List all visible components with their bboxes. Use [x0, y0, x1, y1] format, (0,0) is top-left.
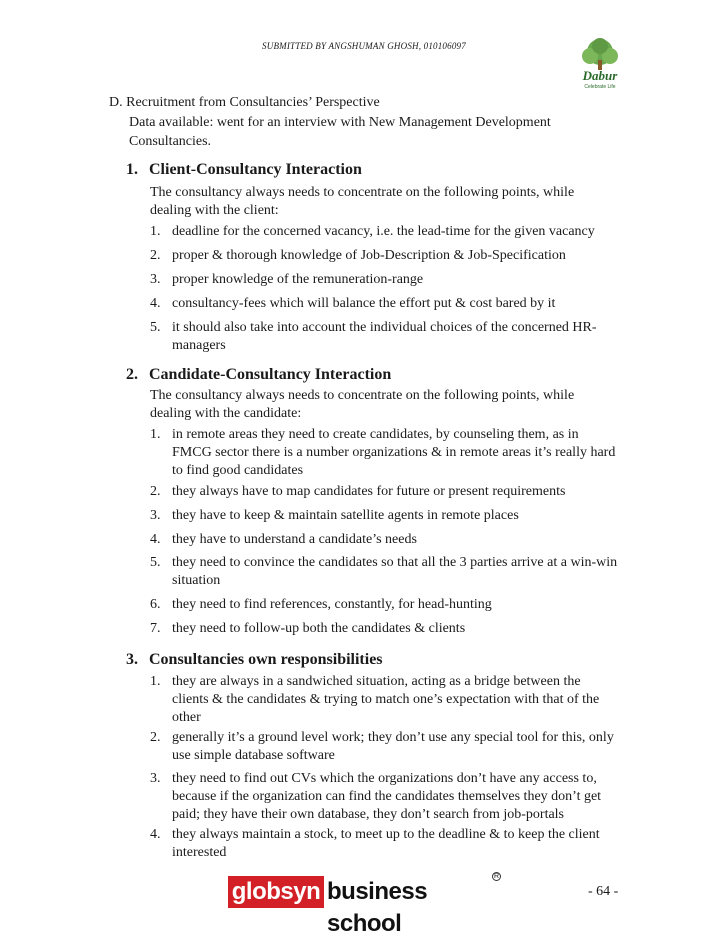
subsection-title: Client-Consultancy Interaction: [149, 161, 362, 178]
item-number: 3.: [150, 771, 161, 786]
item-number: 2.: [150, 730, 161, 745]
list-item: [150, 483, 620, 501]
item-number: 5.: [150, 320, 161, 335]
registered-icon: R: [493, 873, 500, 880]
list-item: [150, 554, 620, 590]
list-item: [150, 531, 620, 549]
list-item: [150, 295, 620, 313]
item-number: 1.: [150, 674, 161, 689]
dabur-logo: [570, 34, 630, 94]
item-text: proper knowledge of the remuneration-range: [172, 272, 424, 287]
logo-brand-black: business school: [327, 878, 428, 937]
subsection-number: 3.: [126, 651, 138, 668]
item-text: generally it’s a ground level work; they don’t use any special tool for this, only use simple database software: [172, 730, 614, 763]
globsyn-logo: [228, 872, 500, 937]
page-header: SUBMITTED BY ANGSHUMAN GHOSH, 010106097: [262, 41, 466, 51]
page-number: - 64 -: [588, 884, 619, 899]
logo-subtext: Celebrate Life: [584, 84, 616, 90]
item-number: 3.: [150, 508, 161, 523]
item-text: they are always in a sandwiched situation, acting as a bridge between the clients & the candidates & trying to match one’s expectation with that of the other: [172, 674, 600, 725]
tree-icon: [582, 38, 618, 70]
list-item: [150, 426, 620, 480]
subsection-heading: [126, 650, 383, 670]
item-number: 2.: [150, 484, 161, 499]
item-text: they need to find references, constantly, for head-hunting: [172, 597, 492, 612]
item-text: they need to follow-up both the candidates & clients: [172, 621, 466, 636]
item-number: 4.: [150, 827, 161, 842]
item-number: 3.: [150, 272, 161, 287]
item-number: 7.: [150, 621, 161, 636]
subsection-heading: [126, 160, 362, 180]
item-number: 6.: [150, 597, 161, 612]
subsection-intro: The consultancy always needs to concentrate on the following points, while dealing with the client:: [150, 185, 575, 218]
item-text: they need to find out CVs which the organizations don’t have any access to, because if the organization can find the candidates themselves they don’t get paid; they have their own database, they don’t search from job-portals: [172, 771, 602, 822]
list-item: [150, 826, 620, 862]
list-item: [150, 271, 620, 289]
list-item: [150, 673, 620, 727]
item-text: deadline for the concerned vacancy, i.e. the lead-time for the given vacancy: [172, 224, 595, 239]
item-number: 2.: [150, 248, 161, 263]
item-number: 5.: [150, 555, 161, 570]
item-text: consultancy-fees which will balance the effort put & cost bared by it: [172, 296, 556, 311]
item-text: proper & thorough knowledge of Job-Description & Job-Specification: [172, 248, 566, 263]
item-text: they have to understand a candidate’s needs: [172, 532, 417, 547]
item-number: 1.: [150, 224, 161, 239]
item-number: 1.: [150, 427, 161, 442]
item-text: they have to keep & maintain satellite agents in remote places: [172, 508, 519, 523]
list-item: [150, 247, 620, 265]
item-text: they need to convince the candidates so that all the 3 parties arrive at a win-win situation: [172, 555, 618, 588]
list-item: [150, 507, 620, 525]
list-item: [150, 319, 620, 355]
data-available-text: Data available: went for an interview with New Management Development Consultancies.: [129, 115, 551, 149]
item-number: 4.: [150, 296, 161, 311]
list-item: [150, 223, 620, 241]
item-text: it should also take into account the individual choices of the concerned HR-managers: [172, 320, 597, 353]
list-item: [150, 596, 620, 614]
subsection-intro: The consultancy always needs to concentrate on the following points, while dealing with the candidate:: [150, 388, 575, 421]
item-text: in remote areas they need to create candidates, by counseling them, as in FMCG sector there is a number organizations & in remote areas it’s really hard to find good candidates: [172, 427, 616, 478]
subsection-number: 1.: [126, 161, 138, 178]
item-text: they always maintain a stock, to meet up to the deadline & to keep the client interested: [172, 827, 600, 860]
list-item: [150, 770, 620, 824]
subsection-heading: [126, 365, 391, 385]
item-text: they always have to map candidates for future or present requirements: [172, 484, 566, 499]
list-item: [150, 620, 620, 638]
section-title: D. Recruitment from Consultancies’ Perspective: [109, 95, 380, 110]
list-item: [150, 729, 620, 765]
subsection-number: 2.: [126, 366, 138, 383]
logo-brand-red: globsyn: [228, 876, 324, 908]
subsection-title: Candidate-Consultancy Interaction: [149, 366, 392, 383]
subsection-title: Consultancies own responsibilities: [149, 651, 383, 668]
item-number: 4.: [150, 532, 161, 547]
logo-text: Dabur: [582, 68, 618, 83]
